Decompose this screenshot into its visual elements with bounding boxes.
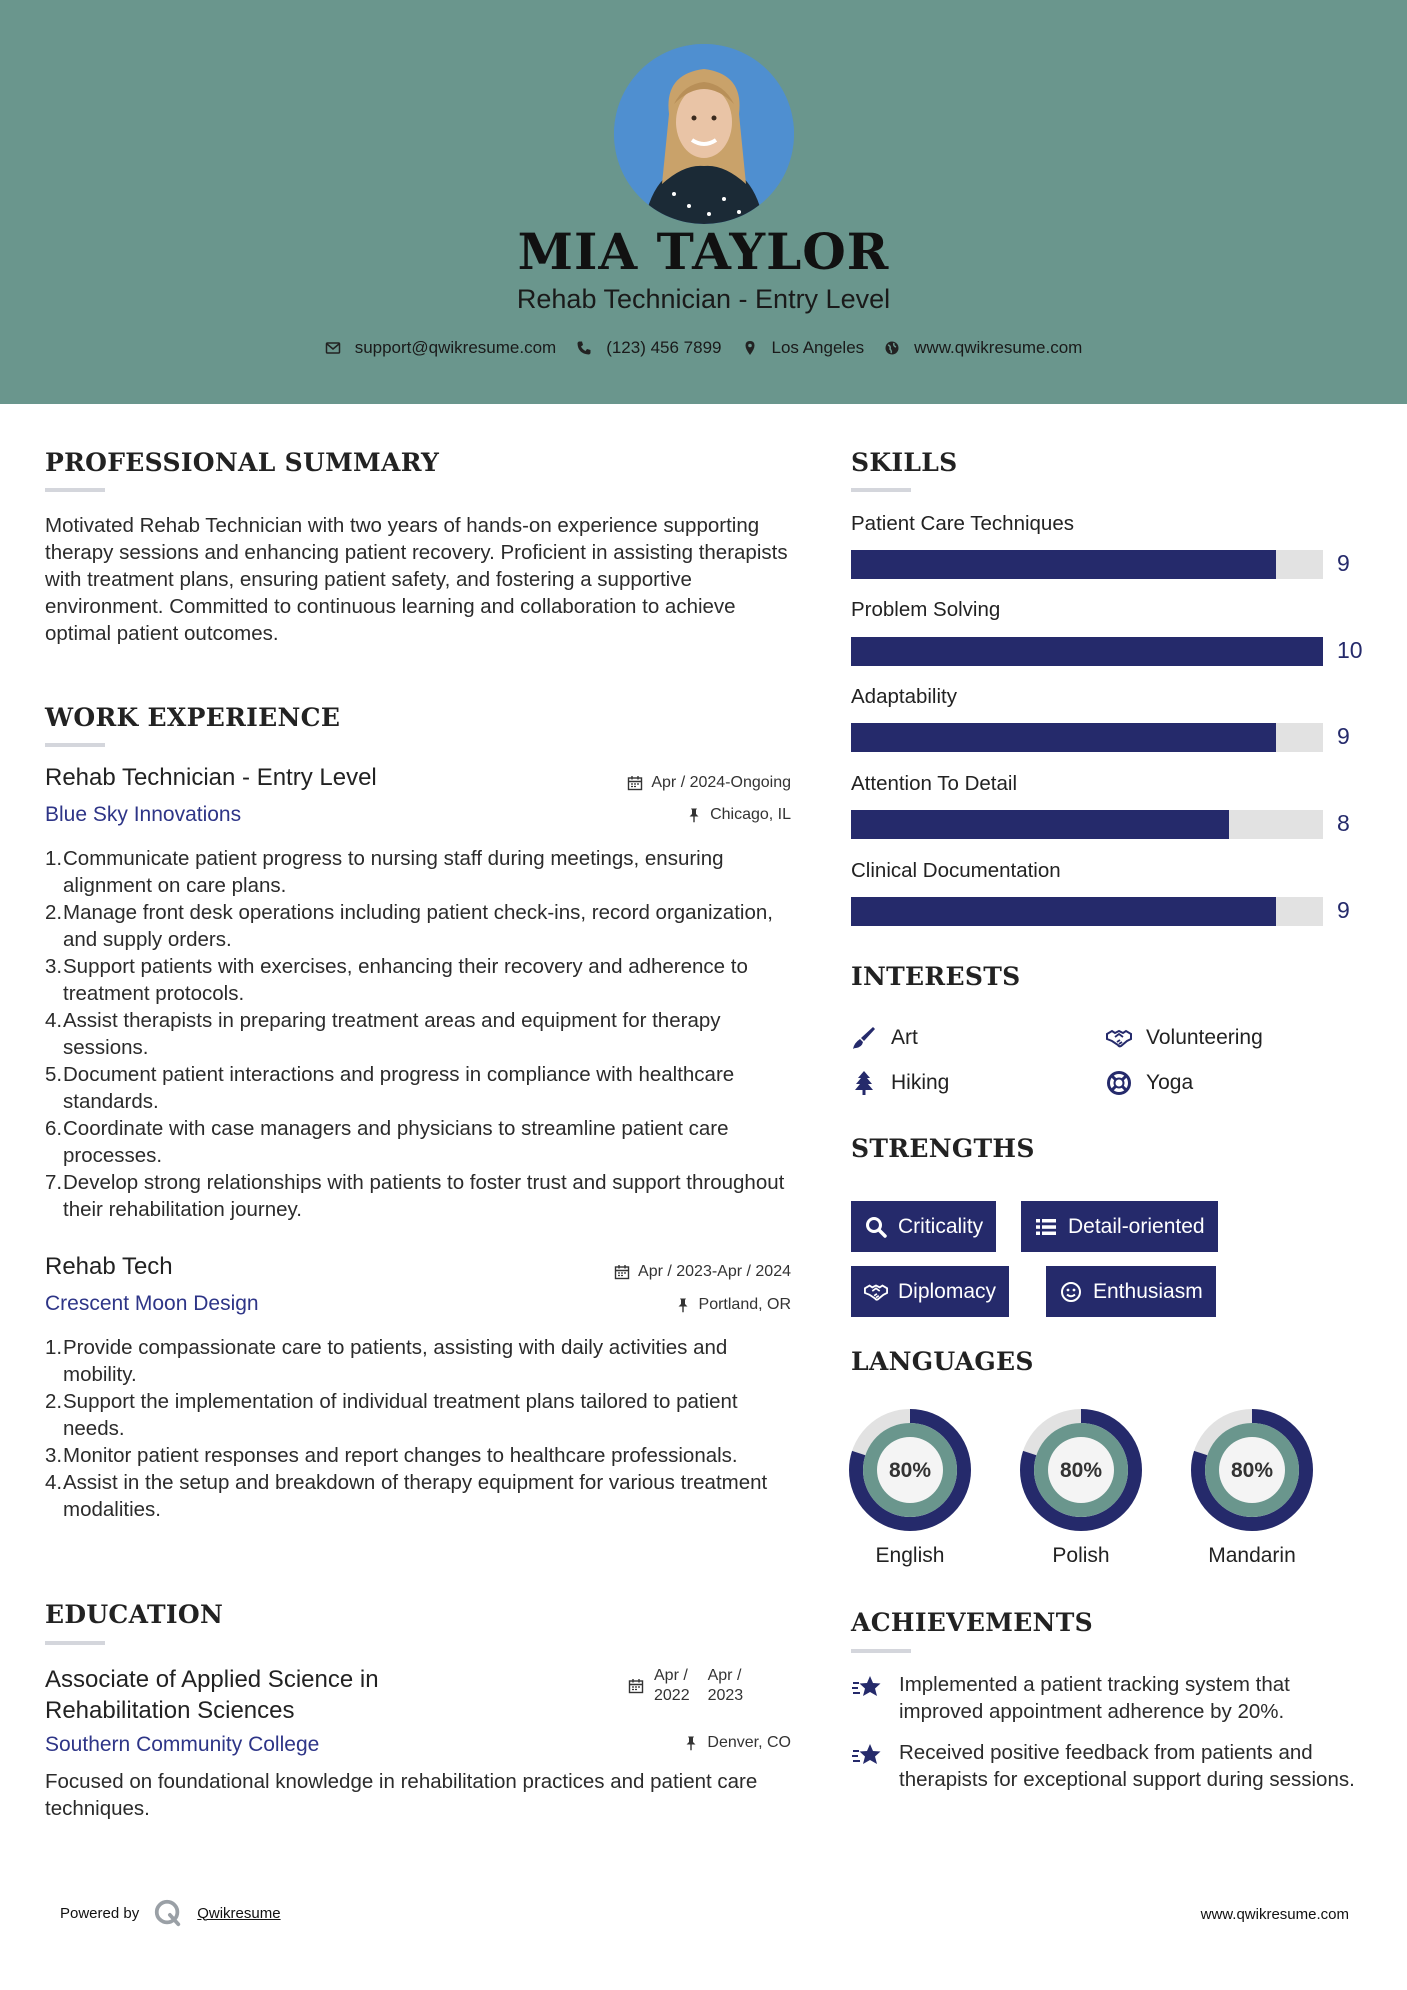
skill-bar bbox=[851, 810, 1323, 839]
phone-icon bbox=[576, 340, 592, 356]
education-title: EDUCATION bbox=[45, 1600, 224, 1629]
search-icon bbox=[864, 1215, 888, 1239]
language-name: Polish bbox=[1052, 1544, 1110, 1567]
skill-value: 9 bbox=[1337, 897, 1350, 923]
education-location-text: Denver, CO bbox=[707, 1734, 791, 1751]
contact-phone[interactable] bbox=[576, 338, 721, 358]
list-item: 7. Develop strong relationships with patients to foster trust and support throughout their rehabilitation journey. bbox=[45, 1171, 785, 1221]
work-rule bbox=[45, 743, 105, 747]
education-start bbox=[654, 1666, 690, 1706]
skill-label: Clinical Documentation bbox=[851, 859, 1061, 882]
lifebuoy-icon bbox=[1106, 1070, 1132, 1096]
interest-item bbox=[1106, 1070, 1193, 1096]
list-item: 1. Communicate patient progress to nursing staff during meetings, ensuring alignment on care plans. bbox=[45, 847, 724, 897]
footer-powered-by bbox=[60, 1898, 281, 1928]
strength-label: Enthusiasm bbox=[1093, 1279, 1203, 1303]
contact-website[interactable] bbox=[884, 338, 1082, 358]
school-name: Southern Community College bbox=[45, 1733, 320, 1756]
achievement-item bbox=[851, 1671, 1371, 1725]
strength-badge bbox=[851, 1201, 996, 1252]
list-icon bbox=[1034, 1215, 1058, 1239]
strength-badge bbox=[851, 1266, 1009, 1317]
achievements-rule bbox=[851, 1649, 911, 1653]
pushpin-icon bbox=[686, 807, 702, 823]
skill-bar bbox=[851, 723, 1323, 752]
award-star-icon bbox=[851, 1673, 883, 1703]
strength-badge bbox=[1021, 1201, 1218, 1252]
envelope-icon bbox=[325, 340, 341, 356]
skill-bar bbox=[851, 637, 1323, 666]
job-2-location-text: Portland, OR bbox=[698, 1296, 791, 1313]
globe-icon bbox=[884, 340, 900, 356]
achievement-text: Received positive feedback from patients and therapists for exceptional support during sessions. bbox=[899, 1741, 1355, 1791]
language-ring-graphic bbox=[1191, 1409, 1313, 1531]
education-location bbox=[683, 1734, 791, 1752]
skills-title: SKILLS bbox=[851, 448, 958, 477]
skill-value: 10 bbox=[1337, 637, 1363, 663]
education-dates bbox=[628, 1666, 743, 1706]
degree-line-2: Rehabilitation Sciences bbox=[45, 1697, 295, 1724]
smile-icon bbox=[1059, 1280, 1083, 1304]
contact-bar bbox=[0, 338, 1407, 358]
education-end-month: Apr / bbox=[707, 1667, 742, 1684]
language-ring-graphic bbox=[849, 1409, 971, 1531]
qwikresume-link[interactable]: Qwikresume bbox=[197, 1904, 281, 1922]
achievement-text: Implemented a patient tracking system that improved appointment adherence by 20%. bbox=[899, 1673, 1290, 1723]
interest-item bbox=[1106, 1025, 1263, 1051]
contact-email[interactable] bbox=[325, 338, 557, 358]
list-item: 5. Document patient interactions and progress in compliance with healthcare standards. bbox=[45, 1063, 735, 1113]
summary-title: PROFESSIONAL SUMMARY bbox=[45, 448, 440, 477]
job-1-location bbox=[686, 806, 791, 824]
language-ring bbox=[1191, 1409, 1313, 1531]
skill-value: 9 bbox=[1337, 550, 1350, 576]
skill-value: 9 bbox=[1337, 723, 1350, 749]
achievements-title: ACHIEVEMENTS bbox=[851, 1608, 1093, 1637]
contact-location bbox=[742, 338, 865, 358]
calendar-icon bbox=[627, 775, 643, 791]
language-percent: 80% bbox=[1059, 1459, 1103, 1482]
interest-label: Volunteering bbox=[1146, 1026, 1263, 1049]
interest-item bbox=[851, 1070, 949, 1096]
candidate-name: MIA TAYLOR bbox=[517, 222, 890, 281]
skill-bar-fill bbox=[851, 637, 1323, 666]
contact-phone-text: (123) 456 7899 bbox=[606, 338, 722, 357]
education-end bbox=[708, 1666, 744, 1706]
job-1-company: Blue Sky Innovations bbox=[45, 803, 242, 826]
strength-badge bbox=[1046, 1266, 1216, 1317]
interest-label: Hiking bbox=[891, 1071, 950, 1094]
skill-bar bbox=[851, 550, 1323, 579]
education-end-year: 2023 bbox=[707, 1687, 744, 1704]
job-2-bullets bbox=[45, 1334, 800, 1523]
education-start-month: Apr / bbox=[654, 1667, 688, 1684]
qwikresume-logo-icon bbox=[153, 1898, 183, 1928]
job-2-location bbox=[675, 1296, 791, 1314]
job-1-title: Rehab Technician - Entry Level bbox=[45, 764, 377, 791]
interest-label: Yoga bbox=[1146, 1071, 1194, 1094]
interests-title: INTERESTS bbox=[851, 962, 1021, 991]
job-2-company: Crescent Moon Design bbox=[45, 1292, 259, 1315]
skill-bar-fill bbox=[851, 550, 1276, 579]
skills-rule bbox=[851, 488, 911, 492]
list-item: 3. Monitor patient responses and report changes to healthcare professionals. bbox=[45, 1444, 738, 1467]
skill-value: 8 bbox=[1337, 810, 1350, 836]
award-star-icon bbox=[851, 1741, 883, 1771]
list-item: 6. Coordinate with case managers and physicians to streamline patient care processes. bbox=[45, 1117, 729, 1167]
list-item: 4. Assist in the setup and breakdown of therapy equipment for various treatment modalities. bbox=[45, 1471, 768, 1521]
candidate-role: Rehab Technician - Entry Level bbox=[516, 284, 891, 314]
education-description: Focused on foundational knowledge in rehabilitation practices and patient care techniques. bbox=[45, 1770, 758, 1820]
contact-location-text: Los Angeles bbox=[771, 338, 865, 357]
education-rule bbox=[45, 1641, 105, 1645]
handshake-icon bbox=[1106, 1025, 1132, 1051]
list-item: 2. Manage front desk operations including patient check-ins, record organization, and supply orders. bbox=[45, 901, 773, 951]
interest-item bbox=[851, 1025, 918, 1051]
language-name: English bbox=[875, 1544, 945, 1567]
pushpin-icon bbox=[675, 1297, 691, 1313]
list-item: 2. Support the implementation of individual treatment plans tailored to patient needs. bbox=[45, 1390, 738, 1440]
strength-label: Detail-oriented bbox=[1068, 1214, 1205, 1238]
handshake-icon bbox=[864, 1280, 888, 1304]
map-pin-icon bbox=[742, 340, 758, 356]
summary-text: Motivated Rehab Technician with two years of hands-on experience supporting therapy sessions and enhancing patient recovery. Proficient in assisting therapists with treatment plans, ensuring patient safety, and fostering a supportive environment. Committed to continuous learning and collaboration to achieve optimal patient outcomes. bbox=[45, 514, 788, 645]
skill-label: Attention To Detail bbox=[851, 772, 1018, 795]
language-ring bbox=[849, 1409, 971, 1531]
list-item: 4. Assist therapists in preparing treatment areas and equipment for therapy sessions. bbox=[45, 1009, 721, 1059]
skill-bar-fill bbox=[851, 897, 1276, 926]
language-percent: 80% bbox=[1230, 1459, 1274, 1482]
job-2-dates-text: Apr / 2023-Apr / 2024 bbox=[638, 1263, 791, 1280]
calendar-icon bbox=[628, 1678, 644, 1694]
profile-photo-illustration bbox=[614, 44, 794, 224]
list-item: 1. Provide compassionate care to patients, assisting with daily activities and mobility. bbox=[45, 1336, 728, 1386]
contact-website-text: www.qwikresume.com bbox=[914, 338, 1083, 357]
calendar-icon bbox=[614, 1264, 630, 1280]
skill-bar-fill bbox=[851, 723, 1276, 752]
language-ring-graphic bbox=[1020, 1409, 1142, 1531]
profile-photo bbox=[614, 44, 794, 224]
summary-rule bbox=[45, 488, 105, 492]
footer-website[interactable]: www.qwikresume.com bbox=[1200, 1906, 1349, 1923]
skill-bar-fill bbox=[851, 810, 1229, 839]
job-1-bullets bbox=[45, 845, 800, 1223]
pushpin-icon bbox=[683, 1735, 699, 1751]
languages-title: LANGUAGES bbox=[851, 1347, 1034, 1376]
skill-label: Adaptability bbox=[851, 685, 957, 708]
degree-line-1: Associate of Applied Science in bbox=[45, 1666, 379, 1693]
tree-icon bbox=[851, 1070, 877, 1096]
strengths-title: STRENGTHS bbox=[851, 1134, 1035, 1163]
education-start-year: 2022 bbox=[654, 1687, 690, 1704]
job-2-dates bbox=[614, 1263, 791, 1281]
degree-title bbox=[45, 1664, 379, 1726]
job-1-location-text: Chicago, IL bbox=[710, 806, 791, 823]
language-name: Mandarin bbox=[1208, 1544, 1296, 1567]
achievement-item bbox=[851, 1739, 1371, 1793]
language-percent: 80% bbox=[888, 1459, 932, 1482]
interest-label: Art bbox=[891, 1026, 918, 1049]
job-2-title: Rehab Tech bbox=[45, 1253, 173, 1280]
skill-bar bbox=[851, 897, 1323, 926]
skill-label: Problem Solving bbox=[851, 598, 1001, 621]
contact-email-text: support@qwikresume.com bbox=[354, 338, 557, 357]
job-1-dates-text: Apr / 2024-Ongoing bbox=[651, 774, 791, 791]
job-1-dates bbox=[627, 774, 791, 792]
header-banner bbox=[0, 0, 1407, 404]
strength-label: Criticality bbox=[898, 1214, 984, 1238]
strength-label: Diplomacy bbox=[898, 1279, 997, 1303]
language-ring bbox=[1020, 1409, 1142, 1531]
paintbrush-icon bbox=[851, 1025, 877, 1051]
powered-by-text: Powered by bbox=[60, 1904, 140, 1922]
work-title: WORK EXPERIENCE bbox=[45, 703, 341, 732]
list-item: 3. Support patients with exercises, enhancing their recovery and adherence to treatment protocols. bbox=[45, 955, 748, 1005]
skill-label: Patient Care Techniques bbox=[851, 512, 1074, 535]
